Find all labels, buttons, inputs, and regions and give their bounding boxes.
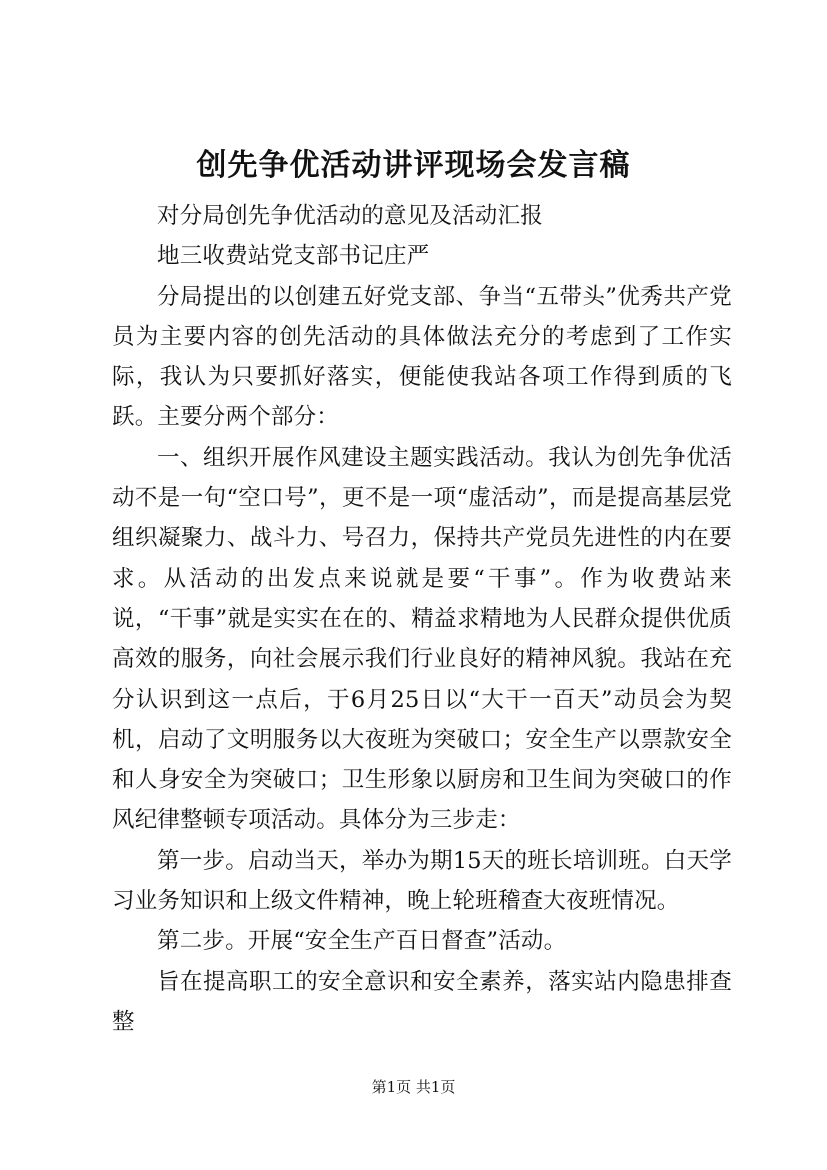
body-paragraph: 旨在提高职工的安全意识和安全素养，落实站内隐患排查整 <box>112 968 732 1035</box>
page-footer: 第1页 共1页 <box>371 1078 456 1096</box>
body-paragraph: 第一步。启动当天，举办为期15天的班长培训班。白天学习业务知识和上级文件精神，晚上轮班稽查大夜班情况。 <box>112 847 732 915</box>
body-paragraph: 一、组织开展作风建设主题实践活动。我认为创先争优活动不是一句“空口号”，更不是一项“虚活动”，而是提高基层党组织凝聚力、战斗力、号召力，保持共产党员先进性的内在要求。从活动的出发点来说就是要“干事”。作为收费站来说，“干事”就是实实在在的、精益求精地为人民群众提供优质高效的服务，向社会展示我们行业良好的精神风貌。我站在充分认识到这一点后，于6月25日以“大干一百天”动员会为契机，启动了文明服务以大夜班为突破口；安全生产以票款安全和人身安全为突破口；卫生形象以厨房和卫生间为突破口的作风纪律整顿专项活动。具体分为三步走： <box>112 444 732 834</box>
body-paragraph: 分局提出的以创建五好党支部、争当“五带头”优秀共产党员为主要内容的创先活动的具体做法充分的考虑到了工作实际，我认为只要抓好落实，便能使我站各项工作得到质的飞跃。主要分两个部分： <box>112 283 732 431</box>
author-paragraph: 地三收费站党支部书记庄严 <box>157 243 430 270</box>
document-title: 创先争优活动讲评现场会发言稿 <box>196 148 631 183</box>
document-body <box>112 196 732 1042</box>
body-paragraph: 第二步。开展“安全生产百日督查”活动。 <box>157 928 567 955</box>
subtitle-paragraph: 对分局创先争优活动的意见及活动汇报 <box>157 203 543 229</box>
